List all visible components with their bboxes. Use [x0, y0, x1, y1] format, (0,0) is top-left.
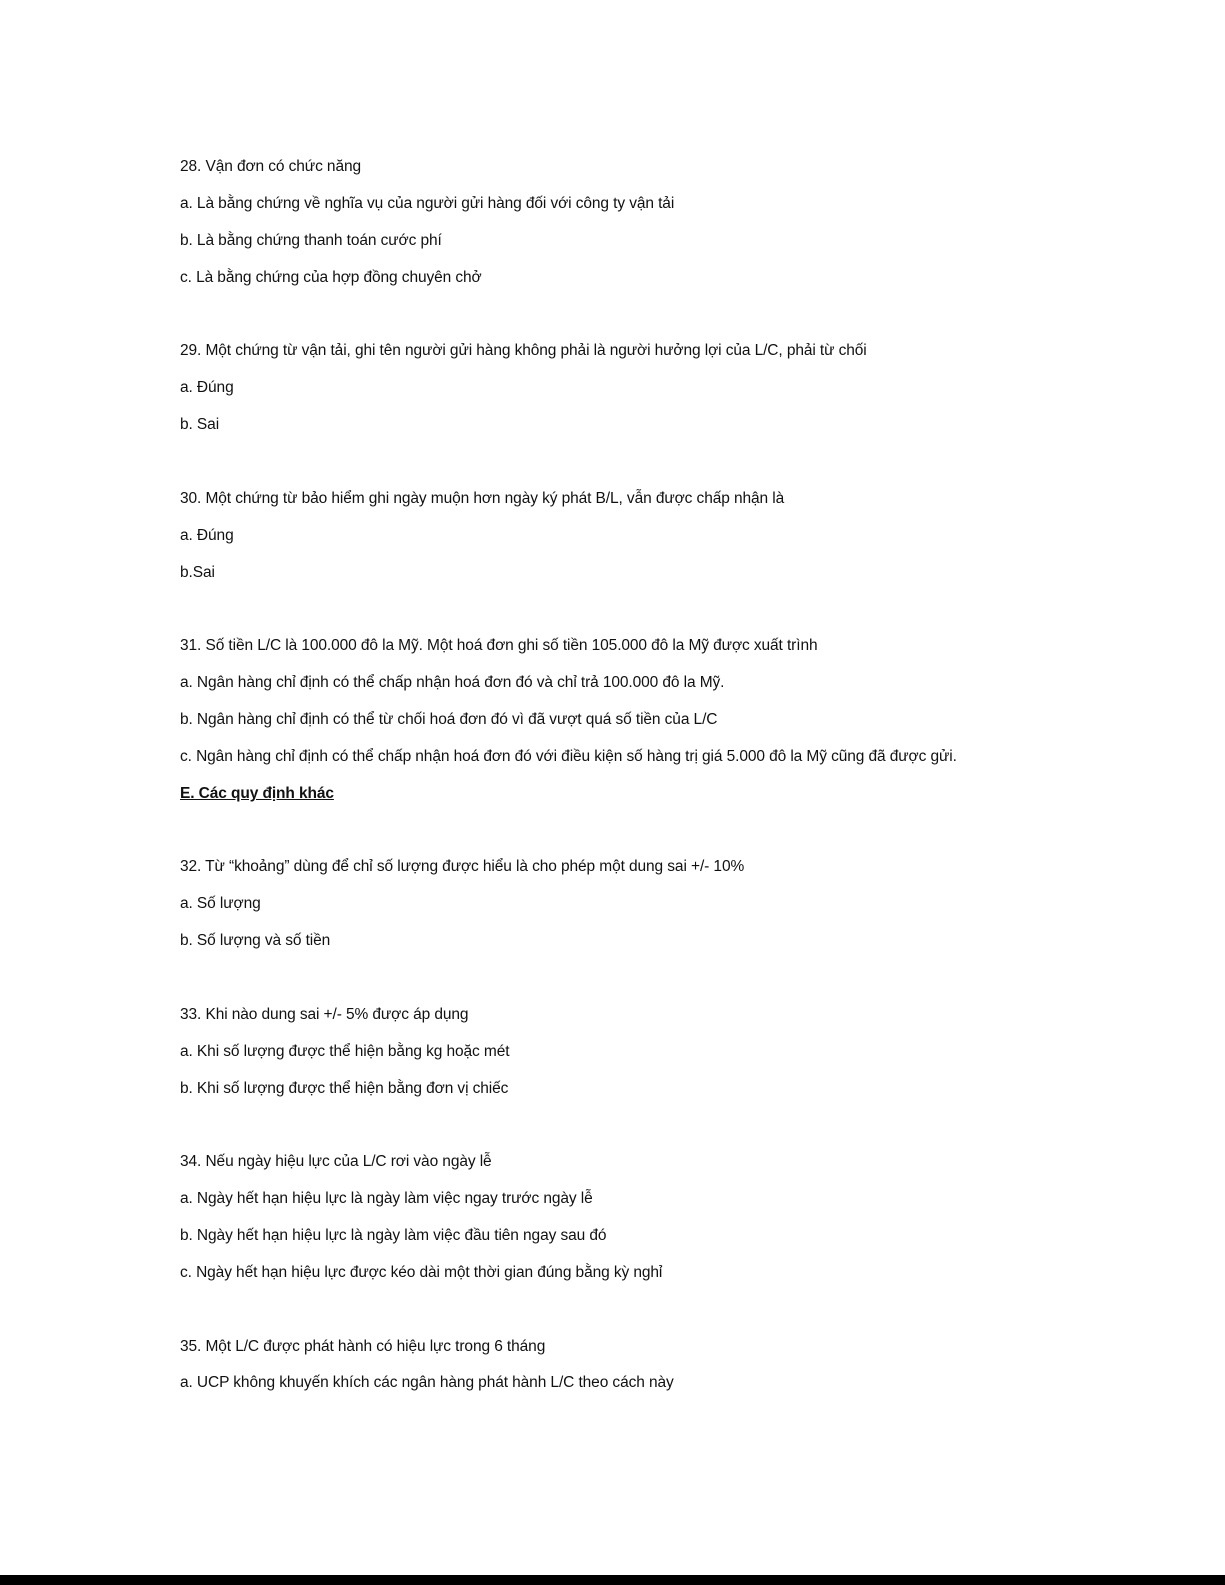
question-31: 31. Số tiền L/C là 100.000 đô la Mỹ. Một hoá đơn ghi số tiền 105.000 đô la Mỹ được xuất trình [180, 637, 818, 654]
question-31-option-c: c. Ngân hàng chỉ định có thể chấp nhận hoá đơn đó với điều kiện số hàng trị giá 5.000 đô la Mỹ cũng đã được gửi. [180, 748, 957, 765]
question-29-option-a: a. Đúng [180, 379, 234, 396]
question-31-option-a: a. Ngân hàng chỉ định có thể chấp nhận hoá đơn đó và chỉ trả 100.000 đô la Mỹ. [180, 674, 725, 691]
question-28: 28. Vận đơn có chức năng [180, 158, 362, 175]
question-30-option-a: a. Đúng [180, 527, 234, 544]
question-35-option-a: a. UCP không khuyến khích các ngân hàng phát hành L/C theo cách này [180, 1374, 674, 1391]
question-28-option-a: a. Là bằng chứng về nghĩa vụ của người gửi hàng đối với công ty vận tải [180, 195, 675, 212]
page-bottom-border [0, 1575, 1225, 1585]
question-28-option-c: c. Là bằng chứng của hợp đồng chuyên chở [180, 269, 482, 286]
question-29-option-b: b. Sai [180, 416, 220, 433]
section-heading-e: E. Các quy định khác [180, 785, 334, 802]
question-34-option-a: a. Ngày hết hạn hiệu lực là ngày làm việc ngay trước ngày lễ [180, 1190, 593, 1207]
question-32-option-b: b. Số lượng và số tiền [180, 932, 331, 949]
question-30-option-b: b.Sai [180, 564, 215, 581]
question-28-option-b: b. Là bằng chứng thanh toán cước phí [180, 232, 442, 249]
question-33: 33. Khi nào dung sai +/- 5% được áp dụng [180, 1006, 469, 1023]
question-31-option-b: b. Ngân hàng chỉ định có thể từ chối hoá đơn đó vì đã vượt quá số tiền của L/C [180, 711, 718, 728]
question-30: 30. Một chứng từ bảo hiểm ghi ngày muộn hơn ngày ký phát B/L, vẫn được chấp nhận là [180, 490, 785, 507]
question-33-option-a: a. Khi số lượng được thể hiện bằng kg hoặc mét [180, 1043, 510, 1060]
question-32-option-a: a. Số lượng [180, 895, 261, 912]
question-34-option-b: b. Ngày hết hạn hiệu lực là ngày làm việc đầu tiên ngay sau đó [180, 1227, 607, 1244]
question-34-option-c: c. Ngày hết hạn hiệu lực được kéo dài một thời gian đúng bằng kỳ nghỉ [180, 1264, 663, 1281]
question-29: 29. Một chứng từ vận tải, ghi tên người gửi hàng không phải là người hưởng lợi của L/C, phải từ chối [180, 342, 867, 359]
question-33-option-b: b. Khi số lượng được thể hiện bằng đơn vị chiếc [180, 1080, 509, 1097]
question-34: 34. Nếu ngày hiệu lực của L/C rơi vào ngày lễ [180, 1153, 492, 1170]
question-35: 35. Một L/C được phát hành có hiệu lực trong 6 tháng [180, 1338, 546, 1355]
question-32: 32. Từ “khoảng” dùng để chỉ số lượng được hiểu là cho phép một dung sai +/- 10% [180, 858, 745, 875]
